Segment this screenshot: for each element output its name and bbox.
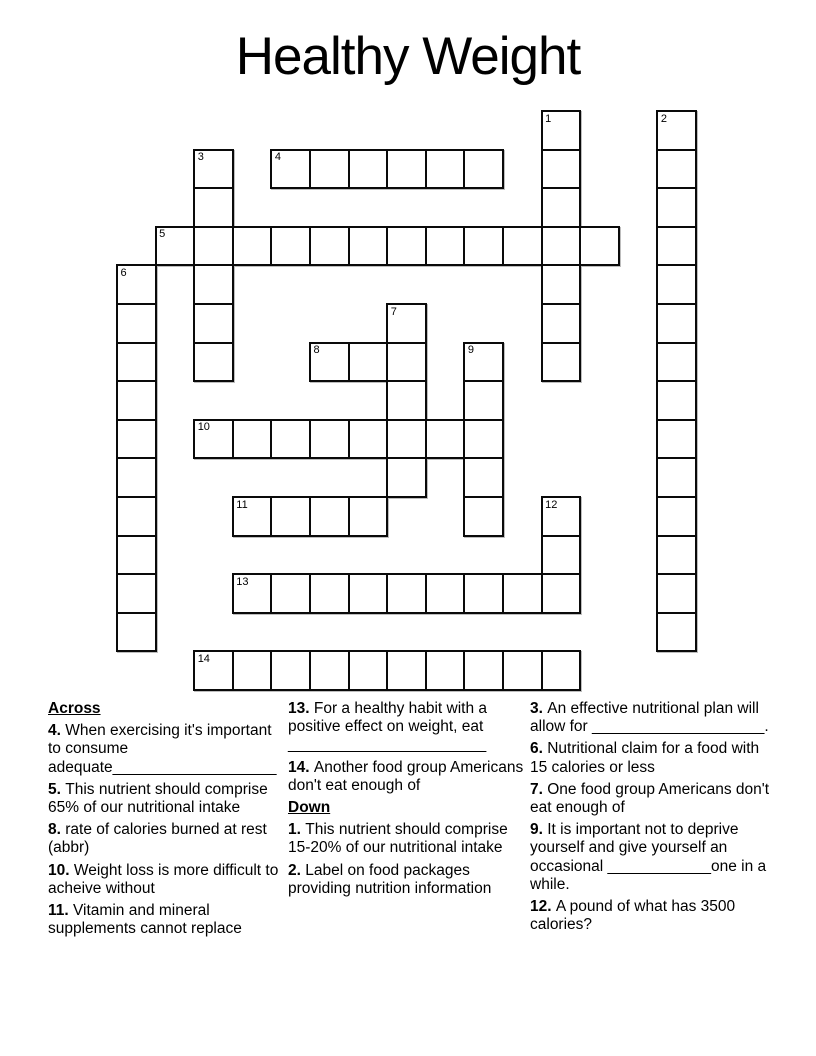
grid-cell[interactable] [270,496,311,537]
grid-cell[interactable] [541,303,582,344]
grid-cell[interactable] [463,226,504,267]
grid-cell[interactable] [386,419,427,460]
grid-cell[interactable] [193,187,234,228]
cell-number: 6 [120,266,127,279]
clue-column-left [48,700,284,942]
grid-cell[interactable] [425,226,466,267]
grid-cell[interactable] [425,650,466,691]
grid-cell[interactable] [116,380,157,421]
grid-cell[interactable] [348,342,389,383]
clue-13: 13. For a healthy habit with a positive effect on weight, eat _______________________ [288,700,488,754]
down-heading: Down [288,799,331,817]
grid-cell[interactable] [541,187,582,228]
clue-number: 13. [288,700,314,717]
clue-12: 12. A pound of what has 3500 calories? [530,898,736,934]
grid-cell[interactable] [425,419,466,460]
grid-cell[interactable] [502,226,543,267]
grid-cell[interactable] [309,149,350,190]
clue-number: 7. [530,780,548,798]
grid-cell[interactable] [193,226,234,267]
grid-cell[interactable] [463,650,504,691]
across-heading: Across [48,700,101,717]
clue-number: 10. [48,861,74,879]
clue-3: 3. An effective nutritional plan will allow for ____________________. [530,700,769,736]
clue-7: 7. One food group Americans don't eat enough of [530,780,770,817]
clue-1: 1. This nutrient should comprise 15-20% of our nutritional intake [288,821,508,857]
clue-number: 14. [288,758,314,776]
grid-cell[interactable] [656,342,697,383]
grid-cell[interactable] [309,419,350,460]
grid-cell[interactable] [386,342,427,383]
grid-cell[interactable] [386,149,427,190]
grid-cell[interactable] [463,149,504,190]
cell-number: 7 [390,305,397,318]
cell-number: 10 [197,421,210,434]
cell-number: 1 [545,112,552,125]
grid-cell[interactable] [270,650,311,691]
grid-cell[interactable] [656,264,697,305]
grid-cell[interactable] [656,573,697,614]
grid-cell[interactable] [425,149,466,190]
clue-number: 12. [530,898,556,916]
grid-cell[interactable] [656,612,697,653]
clue-6: 6. Nutritional claim for a food with 15 calories or less [530,740,760,776]
cell-number: 14 [197,652,210,665]
grid-cell[interactable] [270,573,311,614]
grid-cell[interactable] [270,419,311,460]
clue-column-right [530,700,778,938]
cell-number: 9 [467,344,475,357]
grid-cell[interactable] [502,650,543,691]
clue-number: 4. [48,722,66,740]
clue-14: 14. Another food group Americans don't eat enough of [288,758,524,794]
grid-cell[interactable] [348,226,389,267]
grid-cell[interactable] [541,342,582,383]
grid-cell[interactable] [309,573,350,614]
clue-number: 11. [48,902,73,920]
grid-cell[interactable] [656,149,697,190]
grid-cell[interactable] [116,535,157,576]
clue-9: 9. It is important not to deprive yourself and give yourself an occasional ____________one in a while. [530,821,767,893]
cell-number: 8 [313,344,320,357]
grid-cell[interactable] [656,187,697,228]
grid-cell[interactable] [579,226,620,267]
grid-cell[interactable] [463,457,504,498]
grid-cell[interactable] [116,496,157,537]
grid-cell[interactable] [116,419,157,460]
cell-number: 5 [159,228,166,241]
grid-cell[interactable] [463,380,504,421]
clue-column-middle [288,700,524,902]
grid-cell[interactable] [193,342,234,383]
grid-cell[interactable] [386,573,427,614]
grid-cell[interactable] [116,303,157,344]
grid-cell[interactable] [425,573,466,614]
grid-cell[interactable] [386,650,427,691]
grid-cell[interactable] [386,457,427,498]
grid-cell[interactable] [232,650,273,691]
grid-cell[interactable] [386,380,427,421]
grid-cell[interactable] [348,419,389,460]
grid-cell[interactable] [541,535,582,576]
grid-cell[interactable] [541,226,582,267]
clue-number: 9. [530,821,548,839]
grid-cell[interactable] [270,226,311,267]
grid-cell[interactable] [541,573,582,614]
clue-number: 3. [530,700,548,717]
grid-cell[interactable] [348,149,389,190]
grid-cell[interactable] [348,496,389,537]
grid-cell[interactable] [309,650,350,691]
page-title: Healthy Weight [235,27,581,86]
grid-cell[interactable] [232,419,273,460]
grid-cell[interactable] [656,303,697,344]
grid-cell[interactable] [541,650,582,691]
cell-number: 12 [545,498,558,511]
grid-cell[interactable] [463,573,504,614]
cell-number: 4 [274,151,282,164]
grid-cell[interactable] [541,149,582,190]
grid-cell[interactable] [541,264,582,305]
clue-10: 10. Weight loss is more difficult to acheive without [48,861,279,897]
grid-cell[interactable] [348,650,389,691]
cell-number: 2 [660,112,668,125]
grid-cell[interactable] [656,419,697,460]
grid-cell[interactable] [656,226,697,267]
grid-cell[interactable] [193,303,234,344]
grid-cell[interactable] [116,342,157,383]
clue-number: 6. [530,740,548,758]
grid-cell[interactable] [386,226,427,267]
clue-number: 5. [48,780,66,798]
grid-cell[interactable] [463,419,504,460]
grid-cell[interactable] [463,496,504,537]
grid-cell[interactable] [116,573,157,614]
clue-2: 2. Label on food packages providing nutrition information [288,861,492,897]
clue-4: 4. When exercising it's important to consume adequate___________________ [48,722,277,776]
clue-number: 8. [48,821,66,839]
grid-cell[interactable] [348,573,389,614]
grid-cell[interactable] [656,496,697,537]
grid-cell[interactable] [656,535,697,576]
clue-number: 2. [288,861,306,879]
cell-number: 11 [236,498,248,511]
grid-cell[interactable] [116,457,157,498]
cell-number: 3 [197,151,204,164]
cell-number: 13 [236,575,249,588]
grid-cell[interactable] [656,380,697,421]
grid-cell[interactable] [116,612,157,653]
grid-cell[interactable] [232,226,273,267]
grid-cell[interactable] [309,496,350,537]
clue-5: 5. This nutrient should comprise 65% of our nutritional intake [48,780,268,817]
clue-8: 8. rate of calories burned at rest (abbr) [48,821,267,857]
grid-cell[interactable] [309,226,350,267]
clue-number: 1. [288,821,306,839]
grid-cell[interactable] [193,264,234,305]
grid-cell[interactable] [502,573,543,614]
grid-cell[interactable] [656,457,697,498]
clue-11: 11. Vitamin and mineral supplements cannot replace [48,902,242,938]
